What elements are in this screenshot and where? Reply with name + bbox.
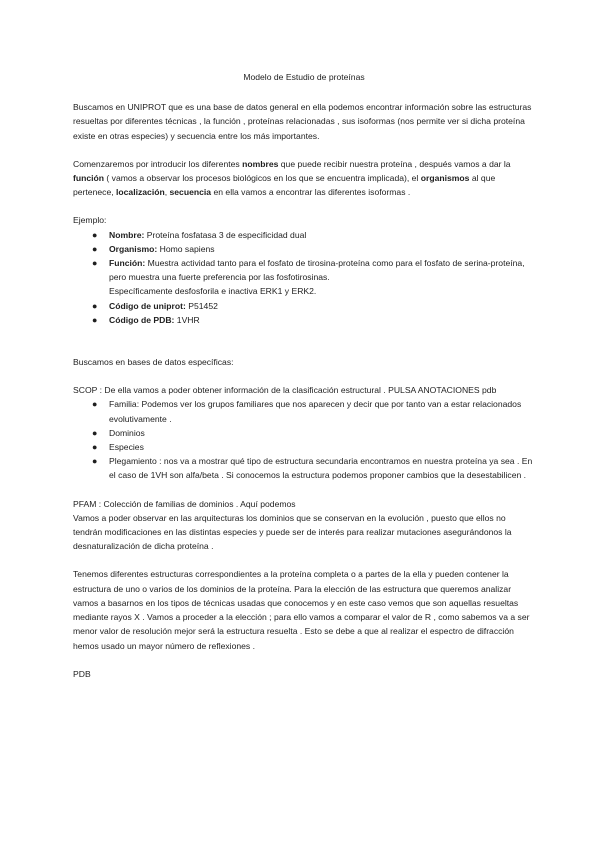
item-text: Familia: Podemos ver los grupos familiares que nos aparecen y decir que por tanto van a estar relacionados evolutivamente . bbox=[109, 399, 522, 424]
text-run: , bbox=[164, 187, 170, 198]
bold-organismos: organismos bbox=[420, 173, 470, 184]
bases-heading: Buscamos en bases de datos específicas: bbox=[73, 357, 234, 368]
item-label: Organismo: bbox=[109, 243, 158, 254]
list-item-dominios bbox=[92, 426, 535, 440]
document-page bbox=[73, 70, 535, 681]
item-text: Muestra actividad tanto para el fosfato de tirosina-proteína como para el fosfato de serina-proteína, pero muestra una fuerte preferencia por las fosfotirosinas. bbox=[109, 258, 525, 283]
pfam-heading: PFAM : Colección de familias de dominios . Aquí podemos bbox=[73, 498, 296, 509]
bullet-icon: ● bbox=[92, 314, 98, 325]
item-label: Código de PDB: bbox=[109, 314, 175, 325]
item-label: Código de uniprot: bbox=[109, 300, 186, 311]
bullet-icon: ● bbox=[92, 243, 98, 254]
bullet-icon: ● bbox=[92, 258, 98, 269]
item-text: Especies bbox=[109, 442, 144, 453]
document-title: Modelo de Estudio de proteínas bbox=[243, 72, 365, 82]
intro-paragraph-plan bbox=[73, 157, 535, 200]
item-extra-text: Específicamente desfosforila e inactiva ERK1 y ERK2. bbox=[109, 286, 317, 297]
item-label: Nombre: bbox=[109, 229, 145, 240]
item-text: Plegamiento : nos va a mostrar qué tipo de estructura secundaria encontramos en nuestra proteína ya sea . En el caso de 1VH son alfa/beta . Si conocemos la estructura podemos proponer cambios que la desestabilicen . bbox=[109, 456, 533, 481]
item-text: Proteína fosfatasa 3 de especificidad dual bbox=[144, 229, 307, 240]
item-text: P51452 bbox=[185, 300, 218, 311]
bold-secuencia: secuencia bbox=[169, 187, 212, 198]
bold-funcion: función bbox=[73, 173, 105, 184]
list-item-organismo bbox=[92, 242, 535, 256]
bold-nombres: nombres bbox=[242, 158, 279, 169]
text-run: al que pertenece, bbox=[73, 173, 496, 198]
list-item-pdb bbox=[92, 313, 535, 327]
scop-heading: SCOP : De ella vamos a poder obtener información de la clasificación estructural . PULSA ANOTACIONES pdb bbox=[73, 385, 497, 396]
bullet-icon: ● bbox=[92, 399, 98, 410]
list-item-especies bbox=[92, 440, 535, 454]
list-item-familia bbox=[92, 397, 535, 425]
list-item-uniprot bbox=[92, 299, 535, 313]
intro-paragraph-uniprot: Buscamos en UNIPROT que es una base de datos general en ella podemos encontrar información sobre las estructuras resueltas por diferentes técnicas , la función , proteínas relacionadas , sus isoformas (nos permite ver si dicha proteína existe en otras especies) y secuencia entre los más importantes. bbox=[73, 102, 532, 141]
item-text: 1VHR bbox=[174, 314, 200, 325]
list-item-nombre bbox=[92, 228, 535, 242]
item-text: Dominios bbox=[109, 427, 145, 438]
ejemplo-heading: Ejemplo: bbox=[73, 215, 107, 226]
item-text: Homo sapiens bbox=[157, 243, 215, 254]
text-run: en ella vamos a encontrar las diferentes isoformas . bbox=[211, 187, 411, 198]
pdb-heading: PDB bbox=[73, 668, 91, 679]
scop-list bbox=[73, 397, 535, 482]
bullet-icon: ● bbox=[92, 229, 98, 240]
bullet-icon: ● bbox=[92, 300, 98, 311]
text-run: ( vamos a observar los procesos biológicos en los que se encuentra implicada), el bbox=[104, 173, 421, 184]
bold-localizacion: localización bbox=[116, 187, 165, 198]
pfam-body: Vamos a poder observar en las arquitecturas los dominios que se conservan en la evolución , puesto que ellos no tendrán modificaciones en las distintas especies y puede ser de interés para realizar mutaciones asegurándonos la desnaturalización de dicha proteína . bbox=[73, 512, 512, 552]
list-item-plegamiento bbox=[92, 454, 535, 482]
bullet-icon: ● bbox=[92, 442, 98, 453]
estructuras-paragraph: Tenemos diferentes estructuras correspondientes a la proteína completa o a partes de la ella y pueden contener la estructura de uno o varios de los dominios de la proteína. Para la elección de las estructura que queremos analizar vamos a basarnos en los tipos de técnicas usadas que conocemos y en este caso vemos que son aquellas resueltas mediante rayos X . Vamos a proceder a la elección ; para ello vamos a comparar el valor de R , como sabemos va a ser menor valor de resolución mejor será la estructura resuelta . Esto se debe a que al realizar el espectro de difracción hemos usado un mayor número de reflexiones . bbox=[73, 569, 530, 651]
ejemplo-list bbox=[73, 228, 535, 327]
text-run: que puede recibir nuestra proteína , después vamos a dar la bbox=[278, 158, 511, 169]
bullet-icon: ● bbox=[92, 456, 98, 467]
bullet-icon: ● bbox=[92, 427, 98, 438]
text-run: Comenzaremos por introducir los diferentes bbox=[73, 158, 243, 169]
list-item-funcion bbox=[92, 256, 535, 299]
item-label: Función: bbox=[109, 258, 146, 269]
